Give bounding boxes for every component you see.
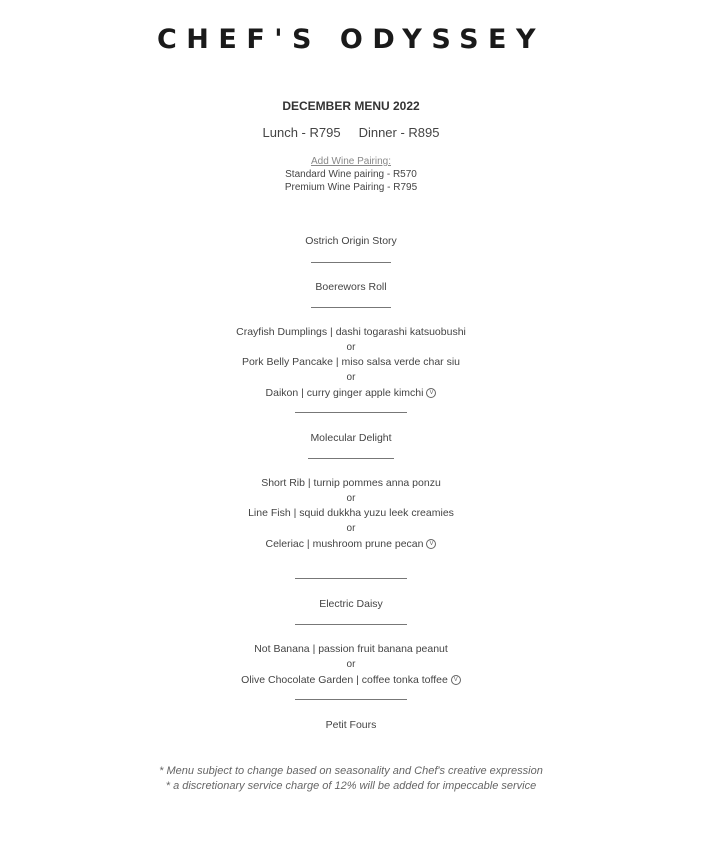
footnote-seasonality: * Menu subject to change based on seasonality and Chef's creative expression — [159, 765, 543, 777]
or-label: or — [346, 659, 356, 670]
footnotes — [0, 764, 702, 794]
menu-title: DECEMBER MENU 2022 — [282, 99, 420, 113]
course-molecular: Molecular Delight — [310, 432, 392, 444]
lunch-price: Lunch - R795 — [262, 125, 341, 140]
course-olive-chocolate — [0, 674, 702, 686]
course-celeriac — [0, 538, 702, 550]
course-electric-daisy: Electric Daisy — [319, 598, 383, 610]
course-not-banana: Not Banana | passion fruit banana peanut — [254, 643, 448, 655]
divider — [295, 412, 407, 413]
course-ostrich: Ostrich Origin Story — [305, 235, 397, 247]
course-line-fish: Line Fish | squid dukkha yuzu leek creamies — [248, 507, 454, 519]
vegetarian-icon: V — [426, 539, 436, 549]
or-label: or — [346, 342, 356, 353]
course-daikon-label: Daikon | curry ginger apple kimchi — [265, 387, 424, 399]
course-boerewors: Boerewors Roll — [315, 281, 387, 293]
course-petit-fours: Petit Fours — [325, 719, 377, 731]
divider — [311, 307, 391, 308]
premium-wine-pairing: Premium Wine Pairing - R795 — [284, 182, 418, 193]
course-crayfish: Crayfish Dumplings | dashi togarashi katsuobushi — [236, 326, 466, 338]
divider — [295, 624, 407, 625]
footnote-service-charge: * a discretionary service charge of 12% will be added for impeccable service — [165, 780, 537, 792]
course-olive-chocolate-label: Olive Chocolate Garden | coffee tonka toffee — [241, 674, 448, 686]
or-label: or — [346, 372, 356, 383]
or-label: or — [346, 493, 356, 504]
standard-wine-pairing: Standard Wine pairing - R570 — [285, 169, 417, 180]
or-label: or — [346, 523, 356, 534]
add-wine-pairing-link[interactable]: Add Wine Pairing: — [310, 156, 392, 167]
divider — [311, 262, 391, 263]
vegetarian-icon: V — [426, 388, 436, 398]
course-pork-belly: Pork Belly Pancake | miso salsa verde char siu — [241, 356, 461, 368]
divider — [308, 458, 394, 459]
price-line — [0, 125, 702, 140]
divider — [295, 699, 407, 700]
brand-title: CHEF'S ODYSSEY — [156, 24, 546, 55]
course-celeriac-label: Celeriac | mushroom prune pecan — [265, 538, 424, 550]
divider — [295, 578, 407, 579]
course-short-rib: Short Rib | turnip pommes anna ponzu — [261, 477, 441, 489]
vegetarian-icon: V — [451, 675, 461, 685]
wine-pairing-block — [0, 155, 702, 194]
dinner-price: Dinner - R895 — [358, 125, 440, 140]
course-daikon — [0, 387, 702, 399]
